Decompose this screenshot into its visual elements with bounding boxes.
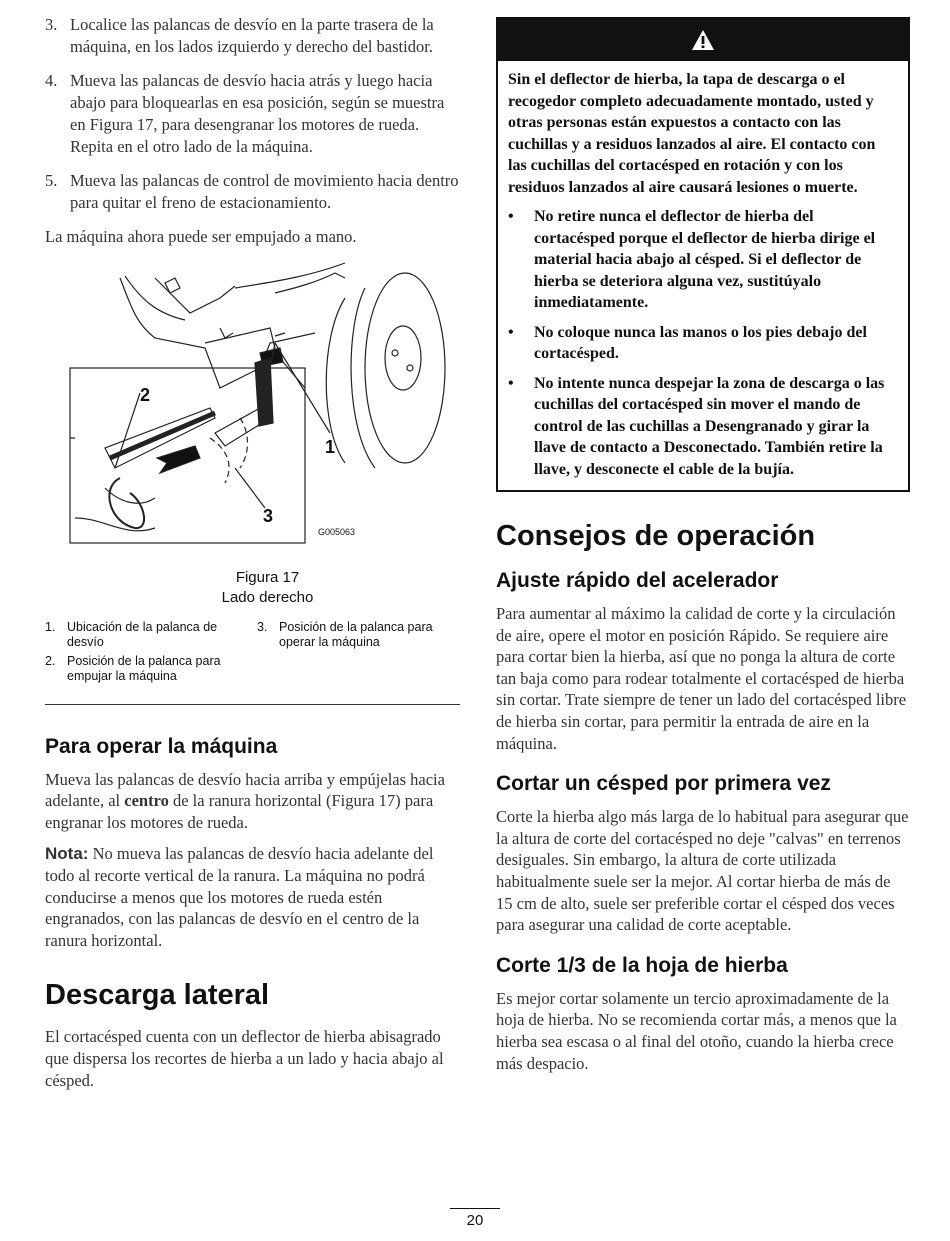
step-3 [45,14,460,58]
step-text: Localice las palancas de desvío en la parte trasera de la máquina, en los lados izquierdo y derecho del bastidor. [70,15,434,56]
step-number: 3. [45,15,58,34]
page-number: 20 [450,1208,500,1229]
first-cut-heading: Cortar un césped por primera vez [496,772,831,796]
callout-1-label: 1 [325,436,336,457]
callout-number: 1. [45,619,56,634]
warning-bullet [508,206,896,314]
callout-item [257,620,457,650]
throttle-heading: Ajuste rápido del acelerador [496,569,779,592]
callout-number: 3. [257,619,268,634]
callout-number: 2. [45,653,56,668]
left-column [45,14,460,1091]
step-text: Mueva las palancas de control de movimiento hacia dentro para quitar el freno de estacionamiento. [70,171,459,212]
discharge-heading: Descarga lateral [45,979,270,1012]
bypass-lever-diagram [45,258,460,588]
operate-text-part: Mueva las palancas de desvío hacia arriba y empújelas hacia adelante, al [45,769,445,811]
bullet-dot-icon: • [508,323,514,341]
bullet-dot-icon: • [508,208,514,225]
figure-subtitle: Lado derecho [221,588,314,606]
figure-title: Figura 17 [235,568,300,586]
warning-bullet-text: No retire nunca el deflector de hierba del cortacésped porque el deflector de hierba dirige el material hacia abajo al césped. Si el deflector de hierba se deteriora alguna vez, sustitúyalo inmediatamente. [534,208,876,311]
callout-text: Posición de la palanca para operar la máquina [279,619,433,649]
bullet-dot-icon: • [508,374,514,392]
warning-triangle-icon [691,29,715,51]
step-number: 4. [45,71,58,90]
callout-text: Ubicación de la palanca de desvío [67,619,218,649]
step-5 [45,170,460,214]
operate-heading: Para operar la máquina [45,734,278,758]
operate-text-part: de la ranura horizontal (Figura 17) para engranar los motores de rueda. [45,791,434,832]
callout-item [45,654,257,684]
warning-bullet [508,322,896,365]
note-label: Nota: [45,844,89,864]
warning-bullet-text: No coloque nunca las manos o los pies debajo del cortacésped. [534,323,867,362]
note-paragraph [45,843,460,951]
warning-intro: Sin el deflector de hierba, la tapa de descarga o el recogedor completo adecuadamente montado, usted y otras personas están expuestos a contacto con las cuchillas y a residuos lanzados al aire. El contacto con las cuchillas del cortacésped en rotación y con los residuos lanzados al aire causará lesiones o muerte. [508,71,876,196]
warning-bullet-text: No intente nunca despejar la zona de descarga o las cuchillas del cortacésped sin mover el mando de control de las cuchillas a Desengranado y girar la llave de contacto a Desconectado. También retire la llave, y desconecte el cable de la bujía. [534,374,885,478]
operate-text [45,769,460,834]
step-number: 5. [45,171,58,190]
warning-box [496,17,910,492]
figure-17-illustration [45,258,460,588]
callout-3-label: 3 [263,505,274,526]
first-cut-text: Corte la hierba algo más larga de lo habitual para asegurar que la altura de corte del cortacésped no deje "calvas" en terrenos desiguales. Sin embargo, la altura de corte utilizada habitualmente suele ser la mejor. Al cortar hierba de más de 15 cm de alto, suele ser preferible cortar el césped dos veces para asegurar una calidad de corte aceptable. [496,807,909,935]
step-text: Mueva las palancas de desvío hacia atrás y luego hacia abajo para bloquearlas en esa posición, según se muestra en Figura 17, para desengranar los motores de rueda. Repita en el otro lado de la máquina. [70,71,445,156]
tips-heading: Consejos de operación [496,520,816,552]
note-text: No mueva las palancas de desvío hacia adelante del todo al recorte vertical de la ranura. La máquina no podrá conducirse a menos que los motores de rueda estén engranados, con las palancas de desvío en el centro de la ranura horizontal. [45,844,434,950]
warning-bullet [508,373,896,481]
callout-text: Posición de la palanca para empujar la máquina [67,653,221,683]
step-4 [45,70,460,158]
throttle-text: Para aumentar al máximo la calidad de corte y la circulación de aire, opere el motor en posición Rápido. Se requiere aire para cortar bien la hierba, así que no ponga la altura de corte tan baja como para rodear totalmente el cortacésped de hierba sin cortar. Trate siempre de tener un lado del cortacésped libre de hierba sin cortar, para permitir la entrada de aire en la máquina. [496,604,907,753]
section-divider [45,704,460,705]
third-cut-heading: Corte 1/3 de la hoja de hierba [496,953,788,977]
right-column [496,17,910,1074]
push-by-hand-text: La máquina ahora puede ser empujado a mano. [45,227,357,246]
operate-text-bold: centro [124,791,169,811]
callout-2-label: 2 [140,384,151,405]
third-cut-text: Es mejor cortar solamente un tercio aproximadamente de la hoja de hierba. No se recomienda cortar más, a menos que la hierba sea escasa o al final del otoño, cuando la hierba crece más despacio. [496,988,897,1073]
figure-code: G005063 [318,526,356,537]
warning-header [498,19,908,61]
discharge-text: El cortacésped cuenta con un deflector de hierba abisagrado que dispersa los recortes de hierba a un lado y hacia abajo al césped. [45,1027,444,1090]
warning-body [498,61,908,490]
figure-callouts [45,620,460,684]
callout-item [45,620,257,650]
